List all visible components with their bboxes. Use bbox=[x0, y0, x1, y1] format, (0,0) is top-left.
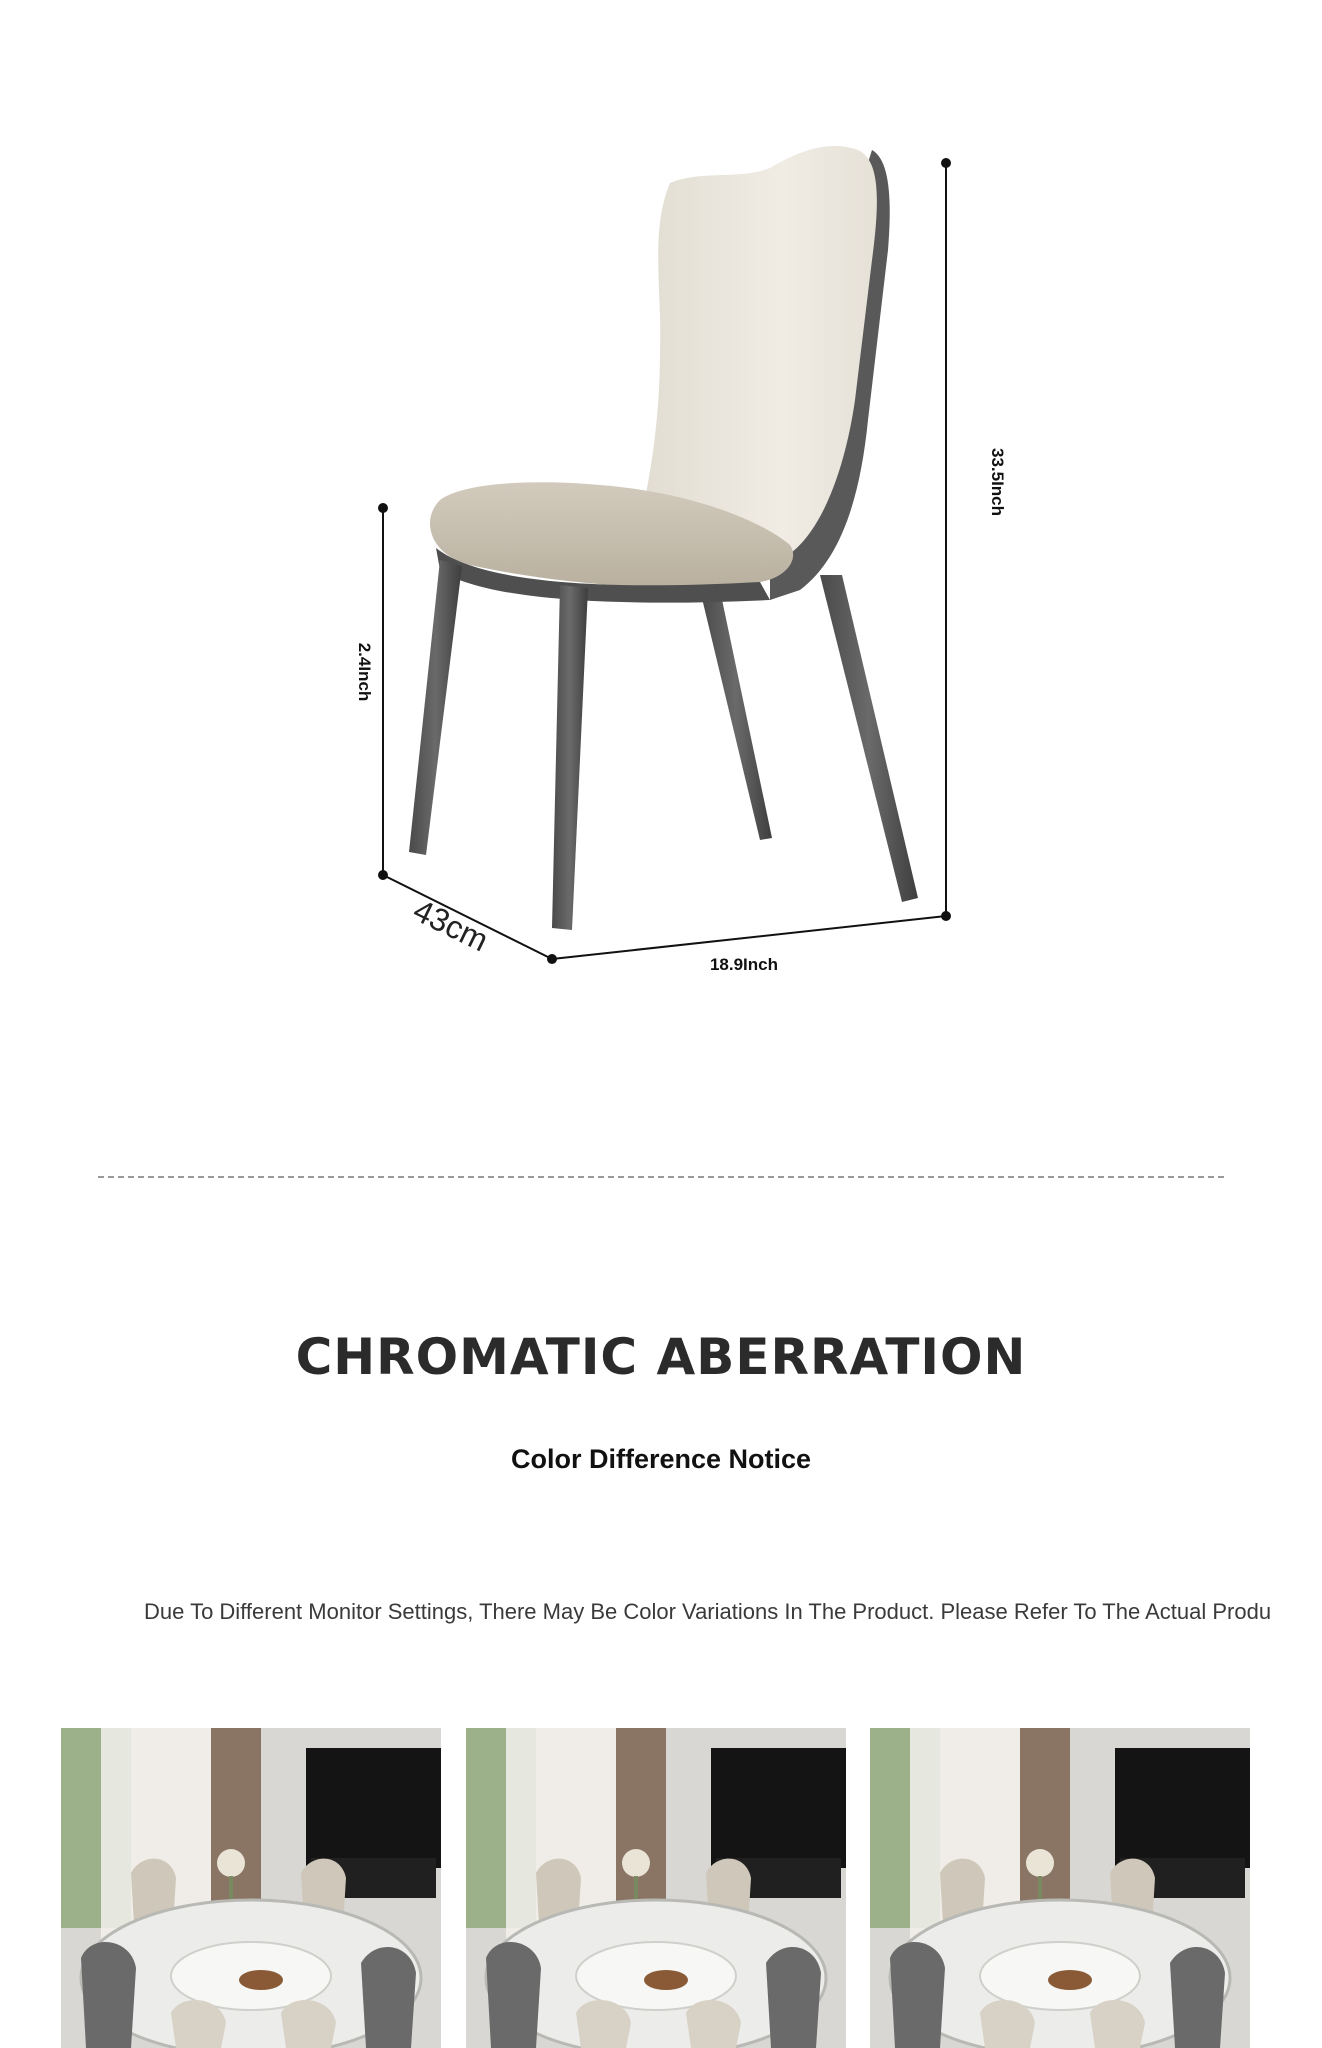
chair-front-right-leg bbox=[552, 585, 588, 930]
chair-image bbox=[409, 146, 918, 930]
gallery-photo bbox=[61, 1728, 441, 2048]
chair-dimension-illustration bbox=[0, 0, 1322, 1020]
chair-front-left-leg bbox=[409, 560, 462, 855]
width-label: 18.9Inch bbox=[709, 955, 779, 974]
section-subtitle: Color Difference Notice bbox=[510, 1444, 812, 1474]
dining-room-photo bbox=[61, 1728, 441, 2048]
depth-label: 43cm bbox=[407, 891, 494, 959]
width-dimension-line bbox=[552, 916, 946, 959]
seat-height-label: 2.4Inch bbox=[355, 642, 374, 702]
chair-rear-right-leg bbox=[820, 575, 918, 902]
section-title: CHROMATIC ABERRATION bbox=[295, 1328, 1027, 1386]
dimension-dot bbox=[378, 870, 388, 880]
color-notice-text: Due To Different Monitor Settings, There May Be Color Variations In The Product. Please Refer To The Actual Produ bbox=[144, 1599, 1272, 1624]
dining-room-photo bbox=[466, 1728, 846, 2048]
dimension-dot bbox=[378, 503, 388, 513]
chair-rear-left-leg bbox=[700, 590, 772, 840]
section-divider bbox=[98, 1176, 1224, 1178]
dimension-dot bbox=[941, 158, 951, 168]
dimension-dot bbox=[941, 911, 951, 921]
height-label: 33.5Inch bbox=[988, 447, 1007, 517]
dining-room-photo bbox=[870, 1728, 1250, 2048]
gallery-photo bbox=[870, 1728, 1250, 2048]
gallery-photo bbox=[466, 1728, 846, 2048]
dimension-dot bbox=[547, 954, 557, 964]
photo-gallery bbox=[0, 1728, 1322, 2048]
